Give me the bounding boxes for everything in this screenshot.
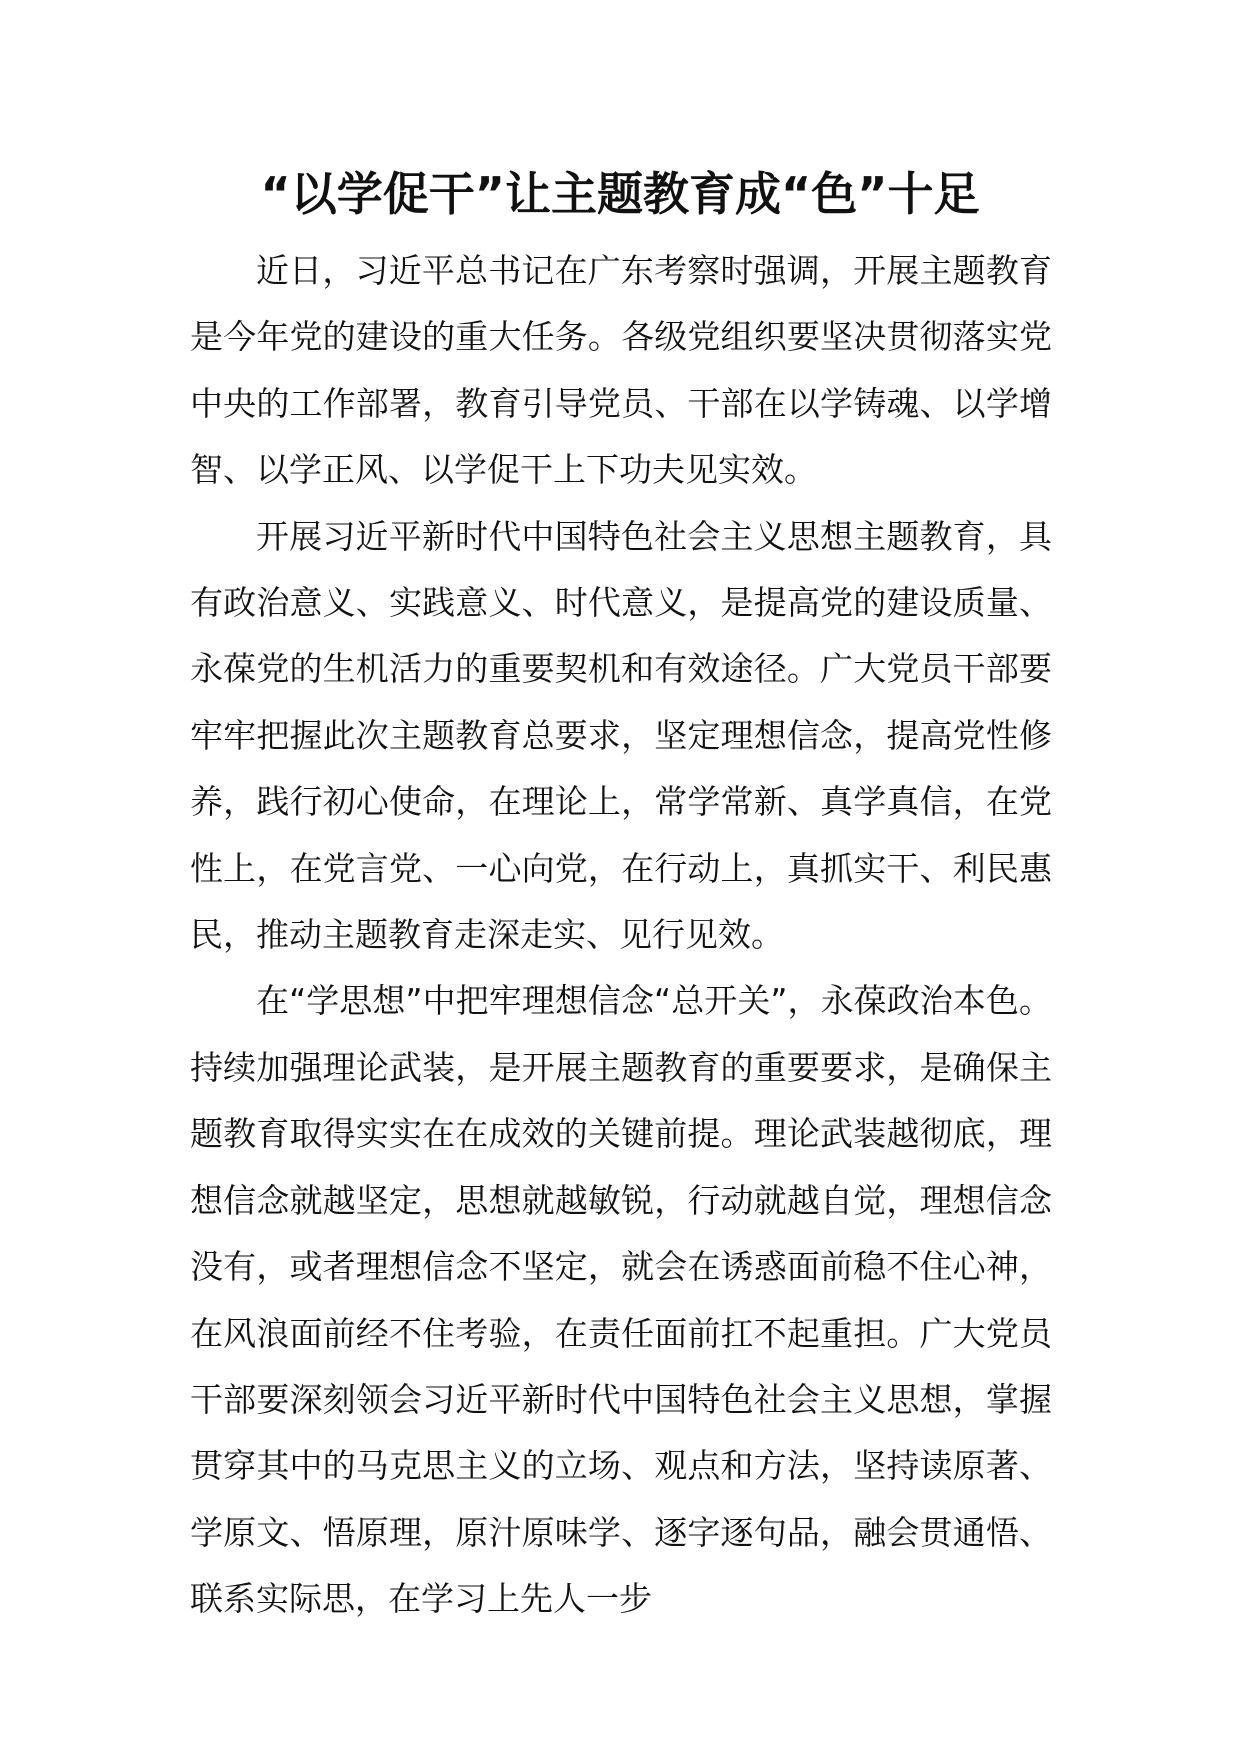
paragraph: 近日，习近平总书记在广东考察时强调，开展主题教育是今年党的建设的重大任务。各级党组织要坚决贯彻落实党中央的工作部署，教育引导党员、干部在以学铸魂、以学增智、以学正风、以学促干上下功夫见实效。 [190,251,1052,490]
paragraph: 开展习近平新时代中国特色社会主义思想主题教育，具有政治意义、实践意义、时代意义，是提高党的建设质量、永葆党的生机活力的重要契机和有效途径。广大党员干部要牢牢把握此次主题教育总要求，坚定理想信念，提高党性修养，践行初心使命，在理论上，常学常新、真学真信，在党性上，在党言党、一心向党，在行动上，真抓实干、利民惠民，推动主题教育走深走实、见行见效。 [190,516,1052,955]
paragraph: 在“学思想”中把牢理想信念“总开关”，永葆政治本色。持续加强理论武装，是开展主题教育的重要要求，是确保主题教育取得实实在在成效的关键前提。理论武装越彻底，理想信念就越坚定，思想就越敏锐，行动就越自觉，理想信念没有，或者理想信念不坚定，就会在诱惑面前稳不住心神，在风浪面前经不住考验，在责任面前扛不起重担。广大党员干部要深刻领会习近平新时代中国特色社会主义思想，掌握贯穿其中的马克思主义的立场、观点和方法，坚持读原著、学原文、悟原理，原汁原味学、逐字逐句品，融会贯通悟、联系实际思，在学习上先人一步 [190,981,1052,1619]
document-body [190,238,1052,1633]
document-title: “以学促干”让主题教育成“色”十足 [260,167,980,221]
